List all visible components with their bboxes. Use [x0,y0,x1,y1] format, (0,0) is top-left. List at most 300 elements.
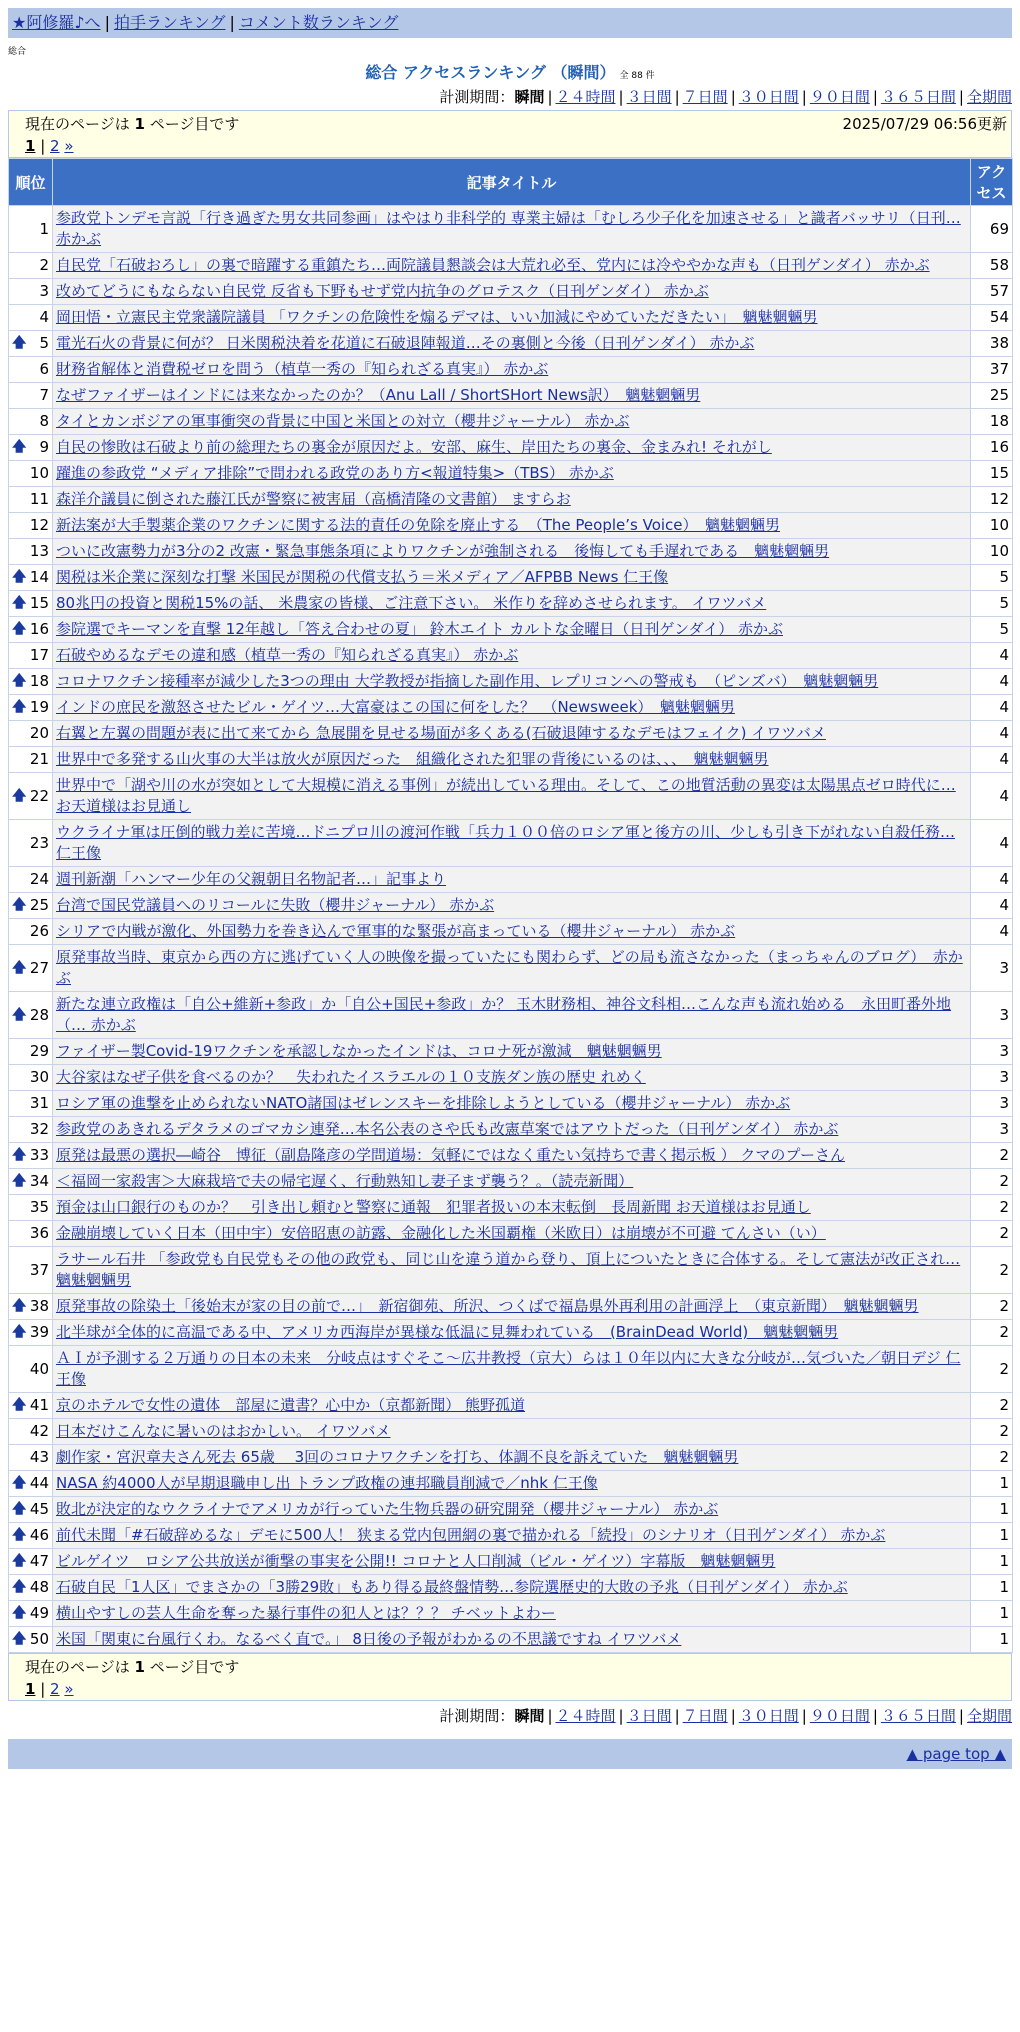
category-label: 総合 [8,47,27,57]
table-row [9,435,1013,461]
rank-number: 28 [29,1005,49,1024]
header-rank: 順位 [9,159,53,206]
rank-cell [9,919,53,945]
access-count: 1 [971,1549,1013,1575]
article-link[interactable]: ファイザー製Covid-19ワクチンを承認しなかったインドは、コロナ死が激減 魑魅魍魎男 [56,1042,662,1060]
rank-cell [9,1471,53,1497]
access-count: 2 [971,1445,1013,1471]
up-arrow-icon: 🡅 [12,1475,27,1491]
access-count: 4 [971,919,1013,945]
access-count: 1 [971,1523,1013,1549]
access-count: 5 [971,617,1013,643]
up-arrow-icon: 🡅 [12,959,27,976]
article-link[interactable]: 石破やめるなデモの違和感（植草一秀の『知られざる真実』） 赤かぶ [56,646,519,664]
rank-number: 18 [29,672,49,690]
table-row [9,695,1013,721]
rank-cell [9,695,53,721]
rank-number: 17 [29,646,49,664]
access-count: 4 [971,695,1013,721]
article-link[interactable]: ＜福岡一家殺害＞大麻栽培で夫の帰宅遅く、行動熟知し妻子まず襲う？。（読売新聞） [56,1172,634,1190]
access-count: 69 [971,206,1013,253]
article-link[interactable]: シリアで内戦が激化、外国勢力を巻き込んで軍事的な緊張が高まっている（櫻井ジャーナル） 赤かぶ [56,922,736,940]
rank-number: 46 [29,1526,49,1544]
period-link[interactable]: 全期間 [966,88,1012,106]
title-cell [53,617,971,643]
period-separator: | [618,1707,624,1725]
article-link[interactable]: ついに改憲勢力が3分の2 改憲・緊急事態条項によりワクチンが強制される 後悔しても手遅れである 魑魅魍魎男 [56,542,830,560]
article-link[interactable]: 日本だけこんなに暑いのはおかしい。 イワツバメ [56,1422,391,1440]
table-row [9,1445,1013,1471]
article-link[interactable]: 台湾で国民党議員へのリコールに失敗（櫻井ジャーナル） 赤かぶ [56,896,495,914]
table-row [9,253,1013,279]
access-count: 4 [971,747,1013,773]
title-cell [53,643,971,669]
access-count: 12 [971,487,1013,513]
access-count: 4 [971,893,1013,919]
rank-cell [9,747,53,773]
rank-cell [9,461,53,487]
table-row [9,206,1013,253]
article-link[interactable]: ラサール石井 「参政党も自民党もその他の政党も、同じ山を違う道から登り、頂上についたときに合体する。そして憲法が改正され… 魑魅魍魎男 [56,1250,961,1289]
rank-number: 36 [29,1224,49,1242]
rank-number: 4 [39,308,49,326]
title-cell [53,1471,971,1497]
article-link[interactable]: ビルゲイツ ロシア公共放送が衝撃の事実を公開!! コロナと人口削減（ビル・ゲイツ）字幕版 魑魅魍魎男 [56,1552,776,1570]
up-arrow-icon: 🡅 [12,1605,27,1621]
article-link[interactable]: 関税は米企業に深刻な打撃 米国民が関税の代償支払う＝米メディア／AFPBB News 仁王像 [56,568,669,586]
table-row [9,1575,1013,1601]
period-link[interactable]: ３６５日間 [880,88,956,106]
rank-number: 34 [29,1172,49,1190]
period-current: 瞬間 [514,1707,545,1725]
access-count: 58 [971,253,1013,279]
rank-number: 13 [29,542,49,560]
rank-cell [9,1221,53,1247]
title-cell [53,539,971,565]
rank-cell [9,1419,53,1445]
access-count: 10 [971,539,1013,565]
article-link[interactable]: NASA 約4000人が早期退職申し出 トランプ政権の連邦職員削減で／nhk 仁王像 [56,1474,598,1492]
article-link[interactable]: 原発事故の除染土「後始末が家の目の前で…」 新宿御苑、所沢、つくばで福島県外再利用の計画浮上 （東京新聞） 魑魅魍魎男 [56,1297,919,1315]
top-nav [8,8,1012,38]
title-cell [53,1320,971,1346]
pager-page-link[interactable]: 2 [50,1680,60,1698]
title-cell [53,409,971,435]
rank-number: 31 [29,1094,49,1112]
title-cell [53,1065,971,1091]
article-link[interactable]: 参院選でキーマンを直撃 12年越し「答え合わせの夏」 鈴木エイト カルトな金曜日（日刊ゲンダイ） 赤かぶ [56,620,783,638]
title-cell [53,1039,971,1065]
access-count: 1 [971,1601,1013,1627]
title-cell [53,1393,971,1419]
table-row [9,383,1013,409]
article-link[interactable]: 原発は最悪の選択―崎谷 博征（副島隆彦の学問道場：気軽にではなく重たい気持ちで書く掲示板 ） クマのプーさん [56,1146,845,1164]
table-row [9,617,1013,643]
period-link[interactable]: ３日間 [626,88,672,106]
rank-number: 38 [29,1297,49,1315]
article-link[interactable]: 週刊新潮「ハンマー少年の父親朝日名物記者…」記事より [56,870,447,888]
article-link[interactable]: 右翼と左翼の問題が表に出て来てから 急展開を見せる場面が多くある(石破退陣するなデモはフェイク) イワツバメ [56,724,826,742]
period-separator: | [958,1707,964,1725]
title-cell [53,867,971,893]
access-count: 1 [971,1471,1013,1497]
article-link[interactable]: 参政党トンデモ言説「行き過ぎた男女共同参画」はやはり非科学的 専業主婦は「むしろ少子化を加速させる」と識者バッサリ（日刊… 赤かぶ [56,209,961,248]
rank-number: 39 [29,1323,49,1341]
table-row [9,721,1013,747]
article-link[interactable]: ウクライナ軍は圧倒的戦力差に苦境…ドニプロ川の渡河作戦「兵力１００倍のロシア軍と後方の川、少しも引き下がれない自殺任務… 仁王像 [56,823,955,862]
rank-number: 35 [29,1198,49,1216]
up-arrow-icon: 🡅 [12,1006,27,1023]
title-cell [53,1601,971,1627]
pager-next-link[interactable]: » [64,137,74,155]
table-row [9,409,1013,435]
table-row [9,1627,1013,1653]
title-cell [53,945,971,992]
rank-cell [9,1195,53,1221]
article-link[interactable]: ロシア軍の進撃を止められないNATO諸国はゼレンスキーを排除しようとしている（櫻井ジャーナル） 赤かぶ [56,1094,791,1112]
header-title: 記事タイトル [53,159,971,206]
rank-cell [9,820,53,867]
access-count: 1 [971,1497,1013,1523]
table-row [9,1549,1013,1575]
article-link[interactable]: 北半球が全体的に高温である中、アメリカ西海岸が異様な低温に見舞われている (BrainDead World) 魑魅魍魎男 [56,1323,839,1341]
period-selector-bottom [8,1703,1012,1729]
table-row [9,1221,1013,1247]
rank-cell [9,513,53,539]
title-cell [53,992,971,1039]
title-cell [53,513,971,539]
article-link[interactable]: 参政党のあきれるデタラメのゴマカシ連発…本名公表のさや氏も改憲草案ではアウトだった（日刊ゲンダイ） 赤かぶ [56,1120,839,1138]
access-count: 3 [971,992,1013,1039]
access-count: 4 [971,721,1013,747]
title-cell [53,669,971,695]
period-separator: | [872,1707,878,1725]
access-count: 2 [971,1294,1013,1320]
pager-separator: | [35,137,51,155]
title-cell [53,1549,971,1575]
rank-number: 21 [29,750,49,768]
title-cell [53,383,971,409]
rank-number: 25 [29,896,49,914]
article-link[interactable]: コロナワクチン接種率が減少した3つの理由 大学教授が指摘した副作用、レプリコンへの警戒も （ピンズバ） 魑魅魍魎男 [56,672,879,690]
rank-number: 42 [29,1422,49,1440]
article-link[interactable]: なぜファイザーはインドには来なかったのか？（Anu Lall / ShortSHort News訳） 魑魅魍魎男 [56,386,701,404]
table-row [9,773,1013,820]
up-arrow-icon: 🡅 [12,621,27,637]
title-cell [53,820,971,867]
rank-cell [9,539,53,565]
period-link[interactable]: ７日間 [682,1707,728,1725]
up-arrow-icon: 🡅 [12,699,27,715]
table-row [9,487,1013,513]
access-count: 16 [971,435,1013,461]
pager-next-link[interactable]: » [64,1680,74,1698]
period-current: 瞬間 [514,88,545,106]
table-row [9,945,1013,992]
article-link[interactable]: 石破自民「1人区」でまさかの「3勝29敗」もあり得る最終盤情勢…参院選歴史的大敗の予兆（日刊ゲンダイ） 赤かぶ [56,1578,848,1596]
period-link[interactable]: ２４時間 [555,1707,616,1725]
up-arrow-icon: 🡅 [12,439,27,455]
nav-link-comment-ranking[interactable]: コメント数ランキング [238,13,399,32]
title-cell [53,357,971,383]
updated-time: 2025/07/29 06:56更新 [842,115,1007,133]
article-link[interactable]: 敗北が決定的なウクライナでアメリカが行っていた生物兵器の研究開発（櫻井ジャーナル） 赤かぶ [56,1500,719,1518]
access-count: 2 [971,1346,1013,1393]
title-cell [53,1117,971,1143]
article-link[interactable]: 前代未聞「#石破辞めるな」デモに500人！ 狭まる党内包囲網の裏で描かれる「続投」のシナリオ（日刊ゲンダイ） 赤かぶ [56,1526,886,1544]
rank-cell [9,1247,53,1294]
nav-separator: | [229,13,235,32]
period-link[interactable]: ９０日間 [809,88,870,106]
rank-cell [9,1627,53,1653]
rank-cell [9,1091,53,1117]
rank-number: 44 [29,1474,49,1492]
access-count: 2 [971,1221,1013,1247]
title-cell [53,773,971,820]
rank-number: 12 [29,516,49,534]
rank-cell [9,1393,53,1419]
page-footer [8,1739,1012,1769]
title-cell [53,1497,971,1523]
access-count: 18 [971,409,1013,435]
article-link[interactable]: 原発事故当時、東京から西の方に逃げていく人の映像を撮っていたにも関わらず、どの局も流さなかった（まっちゃんのブログ） 赤かぶ [56,948,963,987]
rank-cell [9,305,53,331]
rank-number: 41 [29,1396,49,1414]
access-count: 3 [971,1117,1013,1143]
article-link[interactable]: インドの庶民を激怒させたビル・ゲイツ…大富豪はこの国に何をした？ （Newsweek） 魑魅魍魎男 [56,698,735,716]
rank-cell [9,1294,53,1320]
up-arrow-icon: 🡅 [12,787,27,804]
rank-cell [9,1549,53,1575]
period-separator: | [674,1707,680,1725]
rank-number: 7 [39,386,49,404]
rank-number: 33 [29,1146,49,1164]
period-label: 計測期間： [439,1707,515,1725]
period-selector-top [8,84,1012,110]
period-separator: | [801,1707,807,1725]
table-row [9,820,1013,867]
table-row [9,1393,1013,1419]
period-link[interactable]: ３６５日間 [880,1707,956,1725]
pager-current: 1 [25,137,36,155]
article-link[interactable]: 森洋介議員に倒された藤江氏が警察に被害届（高橋清隆の文書館） ますらお [56,490,571,508]
table-row [9,591,1013,617]
article-link[interactable]: タイとカンボジアの軍事衝突の背景に中国と米国との対立（櫻井ジャーナル） 赤かぶ [56,412,630,430]
table-row [9,1294,1013,1320]
access-count: 2 [971,1143,1013,1169]
rank-number: 29 [29,1042,49,1060]
pager-page-link[interactable]: 2 [50,137,60,155]
article-link[interactable]: 新法案が大手製薬企業のワクチンに関する法的責任の免除を廃止する （The People’s Voice） 魑魅魍魎男 [56,516,781,534]
period-link[interactable]: ２４時間 [555,88,616,106]
access-count: 2 [971,1247,1013,1294]
article-link[interactable]: 自民党「石破おろし」の裏で暗躍する重鎮たち…両院議員懇談会は大荒れ必至、党内には冷ややかな声も（日刊ゲンダイ） 赤かぶ [56,256,930,274]
rank-number: 3 [39,282,49,300]
article-link[interactable]: 財務省解体と消費税ゼロを問う（植草一秀の『知られざる真実』） 赤かぶ [56,360,549,378]
rank-number: 32 [29,1120,49,1138]
rank-cell [9,279,53,305]
rank-cell [9,1065,53,1091]
rank-cell [9,992,53,1039]
article-link[interactable]: 預金は山口銀行のものか？ 引き出し頼むと警察に通報 犯罪者扱いの本末転倒 長周新聞 お天道様はお見通し [56,1198,811,1216]
article-link[interactable]: ＡＩが予測する２万通りの日本の未来 分岐点はすぐそこ～広井教授（京大）らは１０年以内に大きな分岐が…気づいた／朝日デジ 仁王像 [56,1349,961,1388]
article-link[interactable]: 新たな連立政権は「自公+維新+参政」か「自公+国民+参政」か？ 玉木財務相、神谷文科相…こんな声も流れ始める 永田町番外地（… 赤かぶ [56,995,952,1034]
table-row [9,565,1013,591]
article-link[interactable]: 80兆円の投資と関税15%の話、 米農家の皆様、ご注意下さい。 米作りを辞めさせられます。 イワツバメ [56,594,767,612]
period-link[interactable]: ７日間 [682,88,728,106]
period-link[interactable]: ３０日間 [738,1707,799,1725]
rank-cell [9,409,53,435]
access-count: 15 [971,461,1013,487]
rank-number: 19 [29,698,49,716]
rank-number: 8 [39,412,49,430]
rank-cell [9,1039,53,1065]
article-link[interactable]: 躍進の参政党 “メディア排除”で問われる政党のあり方<報道特集>（TBS） 赤かぶ [56,464,614,482]
rank-cell [9,357,53,383]
rank-number: 50 [29,1630,49,1648]
rank-cell [9,565,53,591]
article-link[interactable]: 劇作家・宮沢章夫さん死去 65歳 3回のコロナワクチンを打ち、体調不良を訴えていた 魑魅魍魎男 [56,1448,739,1466]
article-link[interactable]: 大谷家はなぜ子供を食べるのか？ 失われたイスラエルの１０支族ダン族の歴史 れめく [56,1068,646,1086]
title-cell [53,331,971,357]
article-link[interactable]: 世界中で「湖や川の水が突如として大規模に消える事例」が続出している理由。そして、この地質活動の異変は太陽黒点ゼロ時代に… お天道様はお見通し [56,776,956,815]
up-arrow-icon: 🡅 [12,1631,27,1647]
access-count: 4 [971,867,1013,893]
title-cell [53,1143,971,1169]
period-separator: | [872,88,878,106]
period-separator: | [801,88,807,106]
rank-cell [9,1497,53,1523]
rank-number: 40 [29,1359,49,1378]
table-row [9,992,1013,1039]
ranking-table [8,158,1013,1653]
article-link[interactable]: 自民の惨敗は石破より前の総理たちの裏金が原因だよ。安部、麻生、岸田たちの裏金、金まみれ! それがし [56,438,772,456]
period-separator: | [547,88,553,106]
page-title [8,62,1012,84]
rank-cell [9,383,53,409]
rank-number: 26 [29,922,49,940]
access-count: 1 [971,1575,1013,1601]
title-cell [53,1195,971,1221]
pager-top [25,135,1007,157]
period-link[interactable]: 全期間 [966,1707,1012,1725]
rank-number: 48 [29,1578,49,1596]
rank-cell [9,773,53,820]
up-arrow-icon: 🡅 [12,1501,27,1517]
page-info-top [8,110,1012,158]
access-count: 3 [971,1091,1013,1117]
title-cell [53,695,971,721]
nav-link-clap-ranking[interactable]: 拍手ランキング [113,13,226,32]
access-count: 2 [971,1195,1013,1221]
title-cell [53,305,971,331]
table-row [9,1320,1013,1346]
table-row [9,1143,1013,1169]
rank-cell [9,1320,53,1346]
access-count: 38 [971,331,1013,357]
access-count: 2 [971,1320,1013,1346]
article-link[interactable]: 米国「関東に台風行くわ。なるべく直で。」 8日後の予報がわかるの不思議ですね イワツバメ [56,1630,682,1648]
table-row [9,1497,1013,1523]
rank-cell [9,1143,53,1169]
up-arrow-icon: 🡅 [12,1298,27,1314]
up-arrow-icon: 🡅 [12,1397,27,1413]
rank-number: 43 [29,1448,49,1466]
table-row [9,1419,1013,1445]
period-link[interactable]: ９０日間 [809,1707,870,1725]
table-row [9,1346,1013,1393]
rank-number: 20 [29,724,49,742]
up-arrow-icon: 🡅 [12,1553,27,1569]
access-count: 57 [971,279,1013,305]
period-separator: | [547,1707,553,1725]
access-count: 5 [971,565,1013,591]
table-row [9,279,1013,305]
access-count: 2 [971,1169,1013,1195]
access-count: 4 [971,773,1013,820]
nav-link-ashura[interactable]: ★阿修羅♪へ [12,13,101,32]
title-cell [53,591,971,617]
period-link[interactable]: ３日間 [626,1707,672,1725]
up-arrow-icon: 🡅 [12,335,27,351]
rank-cell [9,721,53,747]
rank-number: 14 [29,568,49,586]
rank-number: 24 [29,870,49,888]
rank-number: 10 [29,464,49,482]
period-link[interactable]: ３０日間 [738,88,799,106]
up-arrow-icon: 🡅 [12,897,27,913]
table-row [9,1039,1013,1065]
article-link[interactable]: 電光石火の背景に何が？ 日米関税決着を花道に石破退陣報道…その裏側と今後（日刊ゲンダイ） 赤かぶ [56,334,755,352]
rank-number: 15 [29,594,49,612]
table-row [9,1091,1013,1117]
rank-number: 6 [39,360,49,378]
article-link[interactable]: 改めてどうにもならない自民党 反省も下野もせず党内抗争のグロテスク（日刊ゲンダイ） 赤かぶ [56,282,709,300]
rank-cell [9,206,53,253]
header-access: アクセス [971,159,1013,206]
article-link[interactable]: 岡田悟・立憲民主党衆議院議員 「ワクチンの危険性を煽るデマは、いい加減にやめていただきたい」 魑魅魍魎男 [56,308,818,326]
rank-cell [9,1523,53,1549]
table-row [9,1471,1013,1497]
title-cell [53,435,971,461]
table-row [9,1247,1013,1294]
page-top-link[interactable]: ▲ page top ▲ [906,1745,1006,1763]
rank-number: 5 [39,334,49,352]
title-cell [53,1419,971,1445]
article-link[interactable]: 京のホテルで女性の遺体 部屋に遺書？心中か（京都新聞） 熊野孤道 [56,1396,526,1414]
article-link[interactable]: 横山やすしの芸人生命を奪った暴行事件の犯人とは？？？ チベットよわー [56,1604,556,1622]
title-cell [53,461,971,487]
table-row [9,357,1013,383]
article-link[interactable]: 金融崩壊していく日本（田中宇）安倍昭恵の訪露、金融化した米国覇権（米欧日）は崩壊が不可避 てんさい（い） [56,1224,826,1242]
article-link[interactable]: 世界中で多発する山火事の大半は放火が原因だった 組織化された犯罪の背後にいるのは、、、 魑魅魍魎男 [56,750,769,768]
rank-number: 1 [39,219,49,238]
title-cell [53,565,971,591]
table-row [9,1117,1013,1143]
rank-number: 37 [29,1260,49,1279]
rank-cell [9,1346,53,1393]
rank-number: 23 [29,833,49,852]
pager-separator: | [35,1680,51,1698]
rank-number: 45 [29,1500,49,1518]
page-title-text: 総合 アクセスランキング （瞬間） [365,63,616,82]
rank-cell [9,617,53,643]
rank-cell [9,945,53,992]
table-row [9,1601,1013,1627]
access-count: 1 [971,1627,1013,1653]
access-count: 4 [971,669,1013,695]
access-count: 2 [971,1393,1013,1419]
